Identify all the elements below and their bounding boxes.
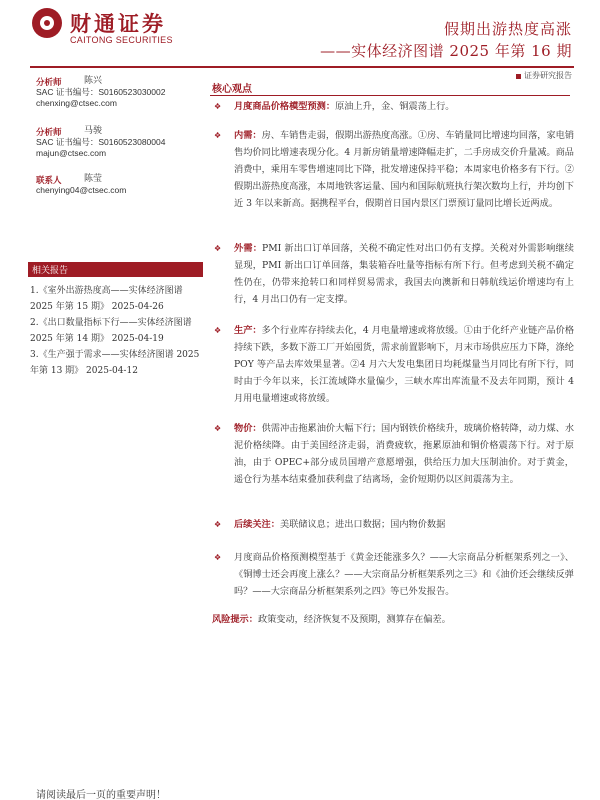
analyst-name: 马骏	[84, 126, 103, 136]
point-text: 月度商品价格预测模型基于《黄金还能涨多久？——大宗商品分析框架系列之一》、《铜博士还会再度上涨么？——大宗商品分析框架系列之三》和《油价还会继续反弹吗？——大宗商品分析框架系列之四》等已外发报告。	[234, 552, 574, 597]
diamond-bullet-icon: ❖	[214, 424, 222, 433]
point-model-note	[214, 549, 574, 600]
related-report-item[interactable]: 3.《生产强于需求——实体经济图谱 2025 年第 13 期》 2025-04-12	[30, 350, 200, 376]
core-views-title: 核心观点	[212, 84, 252, 95]
analyst-email[interactable]: majun@ctsec.com	[36, 148, 107, 158]
analyst-1	[36, 76, 165, 109]
point-prices	[214, 420, 574, 488]
point-follow-up	[214, 516, 574, 533]
report-type-text: 证券研究报告	[524, 71, 572, 80]
analyst-name: 陈兴	[84, 76, 103, 86]
diamond-bullet-icon: ❖	[214, 131, 222, 140]
point-label: 生产：	[234, 325, 262, 336]
diamond-bullet-icon: ❖	[214, 102, 222, 111]
diamond-bullet-icon: ❖	[214, 553, 222, 562]
analyst-2	[36, 126, 165, 159]
point-text: 原油上升，金、铜震荡上行。	[335, 101, 455, 112]
risk-text: 政策变动，经济恢复不及预期，测算存在偏差。	[257, 614, 451, 625]
contact-person	[36, 174, 126, 196]
disclaimer-footer: 请阅读最后一页的重要声明！	[36, 790, 166, 800]
point-text: 多个行业库存持续去化，4 月电量增速或将放缓。①由于化纤产业链产品价格持续下跌，多数下游工厂开始囤货，需求前置影响下，月末市场供应压力下降，涤纶 POY 等产品去库效果显著。②4 月六大发电集团日均耗煤量当月同比有所下行，同时由于今年以来，长江流域降水量偏少，三峡水库出库流量不及去年同期，预计 4 月用电量增速或将放缓。	[234, 325, 575, 404]
report-type-label	[516, 70, 572, 81]
square-bullet-icon	[516, 74, 521, 79]
point-label: 内需：	[234, 130, 262, 141]
logo-text-cn: 财通证券	[70, 12, 166, 36]
point-text: 美联储议息；进出口数据；国内物价数据	[279, 519, 446, 530]
diamond-bullet-icon: ❖	[214, 244, 222, 253]
header-divider	[30, 66, 574, 68]
risk-warning	[212, 611, 572, 628]
company-logo	[30, 6, 210, 46]
point-production	[214, 322, 574, 407]
analyst-role: 分析师	[36, 127, 62, 137]
point-text: 供需冲击拖累油价大幅下行；国内钢铁价格续升，玻璃价格转降，动力煤、水泥价格续降。由于美国经济走弱，消费疲软，拖累原油和铜价格震荡下行。对于原油，由于 OPEC+部分成员国增产意愿增强，供给压力加大压制油价。对于黄金，遥仓行为基本结束叠加获利盘了结离场，金价短期仍以区间震荡为主。	[234, 423, 575, 485]
contact-name: 陈莹	[84, 174, 103, 184]
point-text: 房、车销售走弱，假期出游热度高涨。①房、车销量同比增速均回落，家电销售均价同比增速表现分化。4 月新房销量增速降幅走扩，二手房成交价升量减。商品消费中，乘用车零售增速同比下降，批发增速保持平稳；本周家电价格多有下行。②假期出游热度高涨，本周地铁客运量、国内和国际航班执行架次数均上行，并均创下近 3 年以来新高。据携程平台，假期首日国内景区门票预订量同比增长近两成。	[234, 130, 575, 209]
analyst-sac: SAC 证书编号：S0160523030002	[36, 87, 166, 97]
point-commodity-forecast	[214, 98, 574, 115]
risk-label: 风险提示：	[212, 614, 258, 625]
analyst-sac: SAC 证书编号：S0160523080004	[36, 137, 166, 147]
contact-role: 联系人	[36, 175, 62, 185]
report-title: 假期出游热度高涨	[443, 20, 572, 38]
point-external-demand	[214, 240, 574, 308]
diamond-bullet-icon: ❖	[214, 326, 222, 335]
related-report-item[interactable]: 2.《出口数量指标下行——实体经济图谱 2025 年第 14 期》 2025-04-19	[30, 318, 192, 344]
point-label: 外需：	[234, 243, 263, 254]
point-label: 物价：	[234, 423, 262, 434]
point-domestic-demand	[214, 127, 574, 212]
logo-emblem-icon	[32, 8, 62, 38]
related-report-item[interactable]: 1.《室外出游热度高——实体经济图谱 2025 年第 15 期》 2025-04-26	[30, 286, 183, 312]
logo-text-en: CAITONG SECURITIES	[70, 35, 173, 45]
analyst-role: 分析师	[36, 77, 62, 87]
contact-email[interactable]: chenying04@ctsec.com	[36, 185, 127, 195]
related-reports-list	[30, 283, 205, 379]
point-text: PMI 新出口订单回落，关税不确定性对出口仍有支撑。关税对外需影响继续显现，PMI 新出口订单回落，集装箱吞吐量等指标有所下行。但考虑到关税不确定性仍在，仍带来抢转口和同样贸易需求，我国去向澳新和日韩航线运价增速均有上行，4 月出口仍有一定支撑。	[234, 243, 574, 305]
diamond-bullet-icon: ❖	[214, 520, 222, 529]
point-label: 后续关注：	[234, 519, 280, 530]
report-subtitle: ——实体经济图谱 2025 年第 16 期	[320, 42, 572, 60]
analyst-email[interactable]: chenxing@ctsec.com	[36, 98, 117, 108]
related-reports-title: 相关报告	[32, 266, 69, 276]
point-label: 月度商品价格模型预测：	[234, 101, 336, 112]
core-views-divider	[210, 95, 570, 96]
